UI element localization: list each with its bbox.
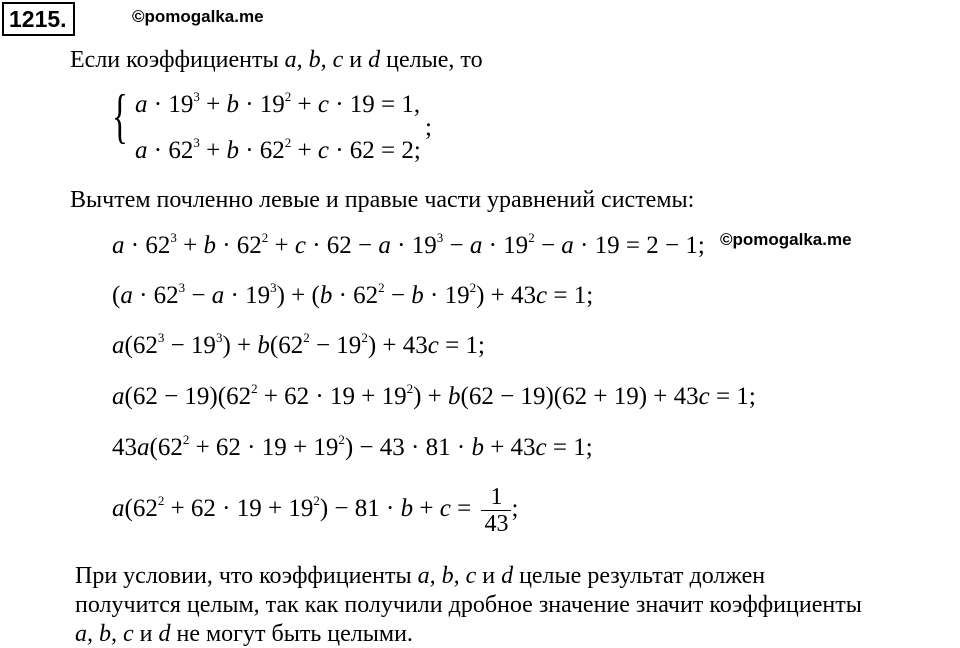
math-fragment: 3: [193, 135, 200, 150]
math-fragment: ) − 43 · 81 ·: [344, 434, 472, 461]
conclusion-line-1: [75, 562, 765, 590]
math-fragment: · 19: [147, 91, 194, 118]
math-fragment: (62: [124, 332, 158, 359]
math-fragment: c: [427, 332, 439, 359]
math-fragment: a: [135, 91, 148, 118]
math-fragment: 3: [436, 230, 444, 245]
math-fragment: 43: [112, 434, 137, 461]
math-fragment: = 1;: [547, 282, 594, 309]
system-brace: {: [112, 83, 128, 149]
equation-4: [112, 382, 756, 412]
math-fragment: b: [203, 232, 216, 259]
math-fragment: b: [448, 383, 461, 410]
math-fragment: 2: [303, 330, 310, 345]
math-fragment: b: [226, 137, 239, 164]
math-fragment: ) +: [413, 383, 449, 410]
math-fragment: 2: [251, 381, 258, 396]
math-fragment: ;: [511, 495, 519, 523]
math-fragment: · 62 = 2;: [328, 137, 421, 164]
math-fragment: и: [133, 621, 159, 647]
system-trailing-semicolon: ;: [425, 114, 432, 141]
math-fragment: не могут быть целыми.: [170, 621, 413, 647]
math-fragment: +: [291, 137, 318, 164]
math-fragment: (62 − 19)(62 + 19) + 43: [460, 383, 699, 410]
equation-6: [112, 484, 518, 537]
math-fragment: и: [476, 563, 502, 589]
math-fragment: 3: [178, 280, 186, 295]
equation-5: [112, 433, 593, 463]
math-fragment: ) − 81 ·: [319, 495, 401, 523]
math-fragment: целые результат должен: [513, 563, 766, 589]
math-fragment: b: [400, 495, 414, 523]
math-fragment: · 62: [124, 232, 171, 259]
math-fragment: +: [199, 91, 227, 118]
math-fragment: 2: [182, 432, 190, 447]
math-fragment: a: [211, 282, 225, 309]
math-fragment: 2: [361, 330, 368, 345]
math-fragment: a: [120, 282, 133, 309]
math-fragment: 2: [261, 230, 269, 245]
math-fragment: a, b, c: [75, 621, 134, 647]
math-fragment: a: [112, 383, 125, 410]
math-fragment: c: [294, 232, 306, 259]
math-fragment: +: [413, 495, 440, 523]
math-fragment: a: [561, 232, 574, 259]
math-fragment: · 19: [390, 232, 437, 259]
subtract-text: Вычтем почленно левые и правые части уравнений системы:: [70, 187, 695, 213]
intro-suffix: целые, то: [380, 47, 483, 73]
fraction-one-over-43: [481, 484, 511, 537]
math-fragment: + 62 · 19 + 19: [189, 434, 339, 461]
system-line-1: [135, 90, 420, 120]
math-fragment: + 62 · 19 + 19: [257, 383, 407, 410]
math-fragment: · 19: [238, 91, 285, 118]
math-fragment: d: [501, 563, 514, 589]
equation-3: [112, 331, 485, 361]
math-fragment: = 1;: [709, 383, 756, 410]
math-fragment: · 62: [332, 282, 379, 309]
math-fragment: ) +: [222, 332, 258, 359]
math-fragment: 2: [284, 89, 292, 104]
watermark-top: ©pomogalka.me: [132, 7, 264, 26]
math-fragment: − 19: [309, 332, 362, 359]
watermark-middle: ©pomogalka.me: [720, 230, 852, 249]
conclusion-line-3: [75, 620, 413, 648]
conclusion-line-2: получится целым, так как получили дробное значение значит коэффициенты: [75, 592, 862, 618]
math-fragment: (62 − 19)(62: [124, 383, 252, 410]
math-fragment: a: [112, 232, 125, 259]
intro-vars: a, b, c: [284, 47, 344, 73]
math-fragment: a: [137, 434, 150, 461]
equation-1: [112, 231, 705, 261]
math-fragment: · 62 −: [305, 232, 379, 259]
math-fragment: = 1;: [438, 332, 485, 359]
math-fragment: d: [158, 621, 171, 647]
math-fragment: − 19: [164, 332, 216, 359]
math-fragment: +: [268, 232, 295, 259]
math-fragment: b: [257, 332, 270, 359]
fraction-denominator: 43: [484, 511, 509, 537]
math-fragment: −: [534, 232, 562, 259]
math-fragment: +: [291, 91, 318, 118]
math-fragment: 2: [157, 493, 165, 509]
math-fragment: b: [226, 91, 239, 118]
math-fragment: · 62: [147, 137, 194, 164]
math-fragment: 3: [270, 280, 277, 295]
math-fragment: +: [176, 232, 204, 259]
math-fragment: c: [317, 91, 329, 118]
math-fragment: −: [384, 282, 412, 309]
math-fragment: 2: [378, 280, 385, 295]
math-fragment: a: [112, 495, 125, 523]
math-fragment: 2: [406, 381, 414, 396]
math-fragment: a: [378, 232, 391, 259]
math-fragment: 3: [157, 330, 165, 345]
math-fragment: a, b, c: [417, 563, 477, 589]
math-fragment: · 62: [215, 232, 262, 259]
math-fragment: 2: [313, 493, 320, 509]
math-fragment: + 62 · 19 + 19: [164, 495, 314, 523]
math-fragment: = 1;: [546, 434, 593, 461]
math-fragment: + 43: [483, 434, 536, 461]
math-fragment: · 19 = 1,: [328, 91, 421, 118]
intro-line: [70, 46, 483, 74]
math-fragment: (62: [149, 434, 183, 461]
math-fragment: −: [443, 232, 470, 259]
math-fragment: c: [698, 383, 710, 410]
math-fragment: a: [469, 232, 483, 259]
math-fragment: ) + (: [276, 282, 320, 309]
math-fragment: ) + 43: [367, 332, 428, 359]
math-fragment: 2: [528, 230, 535, 245]
math-fragment: · 19: [224, 282, 271, 309]
math-fragment: · 19: [423, 282, 470, 309]
intro-var-d: d: [368, 47, 381, 73]
equation-2: [112, 281, 593, 311]
math-fragment: 3: [193, 89, 200, 104]
system-line-2: [135, 136, 421, 166]
math-fragment: ) + 43: [476, 282, 537, 309]
math-fragment: a: [112, 332, 125, 359]
intro-and: и: [343, 47, 369, 73]
math-fragment: · 19: [482, 232, 529, 259]
math-fragment: c: [535, 434, 547, 461]
math-fragment: (62: [269, 332, 304, 359]
math-fragment: c: [439, 495, 451, 523]
math-fragment: b: [319, 282, 333, 309]
math-fragment: a: [135, 137, 148, 164]
math-fragment: +: [199, 137, 227, 164]
problem-number: 1215.: [2, 2, 75, 36]
math-fragment: (: [112, 282, 121, 309]
math-fragment: 2: [469, 280, 477, 295]
math-fragment: (62: [124, 495, 158, 523]
math-fragment: · 62: [238, 137, 285, 164]
math-fragment: =: [450, 495, 478, 523]
math-fragment: c: [317, 137, 329, 164]
math-fragment: 2: [338, 432, 345, 447]
math-fragment: · 19 = 2 − 1;: [573, 232, 705, 259]
math-fragment: 3: [215, 330, 223, 345]
math-fragment: c: [536, 282, 548, 309]
math-fragment: −: [185, 282, 212, 309]
math-fragment: 3: [170, 230, 177, 245]
math-fragment: b: [471, 434, 484, 461]
math-fragment: При условии, что коэффициенты: [75, 563, 418, 589]
intro-prefix: Если коэффициенты: [70, 47, 285, 73]
math-fragment: · 62: [132, 282, 179, 309]
math-fragment: 2: [284, 135, 292, 150]
math-fragment: b: [411, 282, 424, 309]
fraction-numerator: 1: [490, 484, 503, 510]
